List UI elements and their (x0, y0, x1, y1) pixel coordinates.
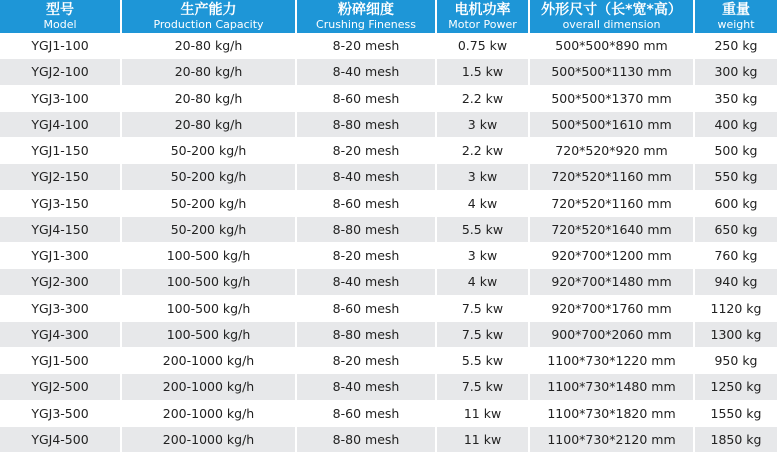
power-cell: 7.5 kw (436, 374, 529, 400)
capacity-cell: 20-80 kg/h (121, 59, 296, 85)
model-cell: YGJ4-300 (0, 321, 121, 347)
power-cell: 5.5 kw (436, 216, 529, 242)
table-row (0, 138, 777, 164)
capacity-cell: 20-80 kg/h (121, 85, 296, 111)
model-cell: YGJ1-150 (0, 138, 121, 164)
header-power-zh: 电机功率 (454, 2, 511, 18)
power-cell: 3 kw (436, 111, 529, 137)
model-cell: YGJ3-500 (0, 400, 121, 426)
model-cell: YGJ2-150 (0, 164, 121, 190)
dimension-cell: 720*520*1160 mm (529, 190, 694, 216)
fineness-cell: 8-20 mesh (296, 348, 436, 374)
capacity-cell: 100-500 kg/h (121, 295, 296, 321)
fineness-cell: 8-60 mesh (296, 295, 436, 321)
table-row (0, 111, 777, 137)
capacity-cell: 200-1000 kg/h (121, 400, 296, 426)
power-cell: 2.2 kw (436, 138, 529, 164)
header-fineness-en: Crushing Fineness (316, 18, 416, 31)
table-row (0, 59, 777, 85)
power-cell: 11 kw (436, 426, 529, 452)
fineness-cell: 8-80 mesh (296, 111, 436, 137)
header-model-zh: 型号 (46, 2, 74, 18)
power-cell: 2.2 kw (436, 85, 529, 111)
power-cell: 4 kw (436, 269, 529, 295)
header-row (0, 0, 777, 33)
model-cell: YGJ4-500 (0, 426, 121, 452)
dimension-cell: 1100*730*1820 mm (529, 400, 694, 426)
power-cell: 3 kw (436, 243, 529, 269)
power-cell: 11 kw (436, 400, 529, 426)
dimension-cell: 1100*730*1480 mm (529, 374, 694, 400)
model-cell: YGJ2-500 (0, 374, 121, 400)
table-row (0, 164, 777, 190)
dimension-cell: 920*700*1480 mm (529, 269, 694, 295)
capacity-cell: 200-1000 kg/h (121, 348, 296, 374)
fineness-cell: 8-80 mesh (296, 321, 436, 347)
fineness-cell: 8-60 mesh (296, 400, 436, 426)
weight-cell: 1300 kg (694, 321, 777, 347)
model-cell: YGJ3-100 (0, 85, 121, 111)
model-cell: YGJ3-150 (0, 190, 121, 216)
dimension-cell: 900*700*2060 mm (529, 321, 694, 347)
power-cell: 0.75 kw (436, 33, 529, 59)
power-cell: 1.5 kw (436, 59, 529, 85)
capacity-cell: 50-200 kg/h (121, 164, 296, 190)
weight-cell: 950 kg (694, 348, 777, 374)
model-cell: YGJ4-150 (0, 216, 121, 242)
fineness-cell: 8-40 mesh (296, 59, 436, 85)
header-weight-zh: 重量 (722, 2, 750, 18)
fineness-cell: 8-40 mesh (296, 164, 436, 190)
dimension-cell: 1100*730*2120 mm (529, 426, 694, 452)
model-cell: YGJ3-300 (0, 295, 121, 321)
fineness-cell: 8-60 mesh (296, 190, 436, 216)
weight-cell: 1120 kg (694, 295, 777, 321)
table-row (0, 243, 777, 269)
table-row (0, 269, 777, 295)
header-capacity-zh: 生产能力 (180, 2, 237, 18)
fineness-cell: 8-40 mesh (296, 374, 436, 400)
weight-cell: 250 kg (694, 33, 777, 59)
header-capacity (121, 0, 296, 33)
weight-cell: 550 kg (694, 164, 777, 190)
table-row (0, 295, 777, 321)
model-cell: YGJ4-100 (0, 111, 121, 137)
weight-cell: 1850 kg (694, 426, 777, 452)
weight-cell: 400 kg (694, 111, 777, 137)
table-row (0, 426, 777, 452)
capacity-cell: 200-1000 kg/h (121, 374, 296, 400)
table-row (0, 190, 777, 216)
header-model-en: Model (43, 18, 77, 31)
capacity-cell: 20-80 kg/h (121, 111, 296, 137)
table-row (0, 348, 777, 374)
table-row (0, 85, 777, 111)
dimension-cell: 500*500*1130 mm (529, 59, 694, 85)
weight-cell: 600 kg (694, 190, 777, 216)
table-row (0, 216, 777, 242)
power-cell: 5.5 kw (436, 348, 529, 374)
header-dimension-en: overall dimension (562, 18, 661, 31)
dimension-cell: 720*520*920 mm (529, 138, 694, 164)
model-cell: YGJ2-300 (0, 269, 121, 295)
dimension-cell: 920*700*1200 mm (529, 243, 694, 269)
fineness-cell: 8-80 mesh (296, 216, 436, 242)
weight-cell: 940 kg (694, 269, 777, 295)
table-row (0, 400, 777, 426)
capacity-cell: 50-200 kg/h (121, 190, 296, 216)
dimension-cell: 500*500*1610 mm (529, 111, 694, 137)
fineness-cell: 8-60 mesh (296, 85, 436, 111)
dimension-cell: 720*520*1160 mm (529, 164, 694, 190)
dimension-cell: 720*520*1640 mm (529, 216, 694, 242)
model-cell: YGJ1-100 (0, 33, 121, 59)
weight-cell: 300 kg (694, 59, 777, 85)
model-cell: YGJ2-100 (0, 59, 121, 85)
fineness-cell: 8-20 mesh (296, 33, 436, 59)
model-cell: YGJ1-500 (0, 348, 121, 374)
capacity-cell: 200-1000 kg/h (121, 426, 296, 452)
dimension-cell: 920*700*1760 mm (529, 295, 694, 321)
table-body (0, 33, 777, 453)
capacity-cell: 100-500 kg/h (121, 243, 296, 269)
weight-cell: 650 kg (694, 216, 777, 242)
capacity-cell: 50-200 kg/h (121, 216, 296, 242)
header-dimension-zh: 外形尺寸（长*宽*高） (541, 2, 682, 18)
power-cell: 3 kw (436, 164, 529, 190)
fineness-cell: 8-20 mesh (296, 243, 436, 269)
header-dimension (529, 0, 694, 33)
header-fineness (296, 0, 436, 33)
header-weight (694, 0, 777, 33)
header-power-en: Motor Power (448, 18, 517, 31)
weight-cell: 1250 kg (694, 374, 777, 400)
dimension-cell: 1100*730*1220 mm (529, 348, 694, 374)
dimension-cell: 500*500*1370 mm (529, 85, 694, 111)
table-row (0, 321, 777, 347)
fineness-cell: 8-20 mesh (296, 138, 436, 164)
header-capacity-en: Production Capacity (153, 18, 264, 31)
capacity-cell: 100-500 kg/h (121, 321, 296, 347)
header-weight-en: weight (717, 18, 755, 31)
weight-cell: 500 kg (694, 138, 777, 164)
header-fineness-zh: 粉碎细度 (338, 2, 394, 18)
capacity-cell: 50-200 kg/h (121, 138, 296, 164)
header-model (0, 0, 121, 33)
fineness-cell: 8-80 mesh (296, 426, 436, 452)
table-row (0, 374, 777, 400)
capacity-cell: 20-80 kg/h (121, 33, 296, 59)
table-row (0, 33, 777, 59)
table-header (0, 0, 777, 33)
power-cell: 4 kw (436, 190, 529, 216)
weight-cell: 350 kg (694, 85, 777, 111)
model-cell: YGJ1-300 (0, 243, 121, 269)
weight-cell: 760 kg (694, 243, 777, 269)
header-power (436, 0, 529, 33)
capacity-cell: 100-500 kg/h (121, 269, 296, 295)
weight-cell: 1550 kg (694, 400, 777, 426)
dimension-cell: 500*500*890 mm (529, 33, 694, 59)
power-cell: 7.5 kw (436, 295, 529, 321)
fineness-cell: 8-40 mesh (296, 269, 436, 295)
power-cell: 7.5 kw (436, 321, 529, 347)
